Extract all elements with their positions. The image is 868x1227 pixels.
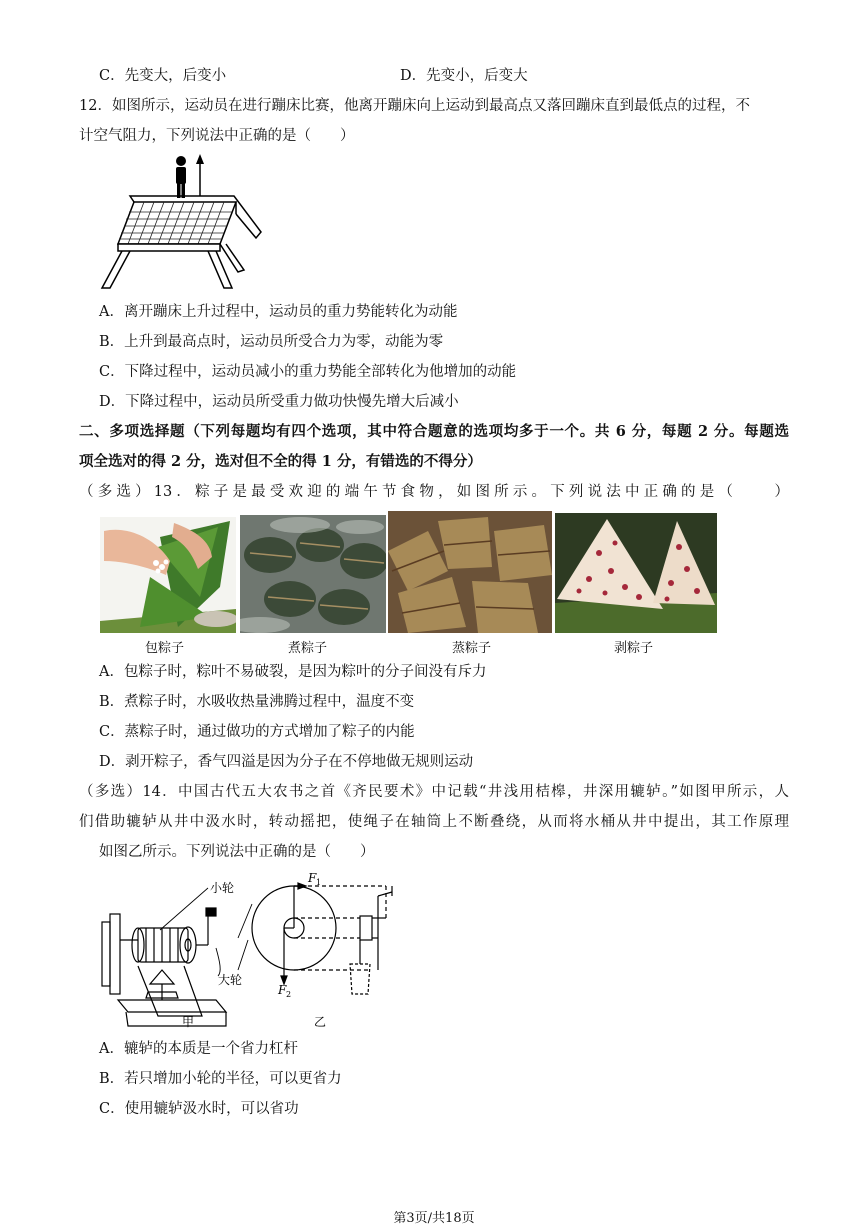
q13-option-d: D．剥开粽子，香气四溢是因为分子在不停地做无规则运动	[99, 754, 474, 770]
q14-stem-line3: 如图乙所示。下列说法中正确的是（ ）	[99, 844, 375, 860]
q12-option-c: C．下降过程中，运动员减小的重力势能全部转化为他增加的动能	[99, 364, 517, 380]
q13-stem: （多选）13．粽子是最受欢迎的端午节食物，如图所示。下列说法中正确的是（ ）	[79, 484, 789, 500]
up-arrow-icon	[196, 154, 204, 196]
trampoline-figure	[98, 152, 268, 294]
page-footer: 第3页/共18页	[393, 1211, 475, 1226]
q14-stem-line2: 们借助辘轳从井中汲水时，转动摇把，使绳子在轴筒上不断叠绕，从而将水桶从井中提出，其工作原理	[79, 814, 789, 830]
windlass-device	[102, 908, 226, 1026]
label-f2-sub: 2	[286, 990, 292, 999]
section2-header-line1: 二、多项选择题（下列每题均有四个选项，其中符合题意的选项均多于一个。共 6 分，每题 2 分。每题选	[79, 423, 789, 440]
q13-option-a: A．包粽子时，粽叶不易破裂，是因为粽叶的分子间没有斥力	[99, 664, 487, 680]
wheel-axle-diagram	[252, 886, 392, 994]
section2-header-line2: 项全选对的得 2 分，选对但不全的得 1 分，有错选的不得分）	[79, 453, 482, 470]
caption-wrapping: 包粽子	[145, 641, 185, 656]
q12-option-d: D．下降过程中，运动员所受重力做功快慢先增大后减小	[99, 394, 459, 410]
q13-option-b: B．煮粽子时，水吸收热量沸腾过程中，温度不变	[99, 694, 415, 710]
label-f1: F	[308, 871, 317, 885]
photo-boiling-zongzi	[240, 515, 386, 633]
q14-option-b: B．若只增加小轮的半径，可以更省力	[99, 1071, 342, 1087]
q12-option-b: B．上升到最高点时，运动员所受合力为零，动能为零	[99, 334, 444, 350]
caption-boiling: 煮粽子	[288, 641, 328, 656]
q12-option-a: A．离开蹦床上升过程中，运动员的重力势能转化为动能	[99, 304, 458, 320]
label-big-wheel: 大轮	[218, 973, 243, 987]
label-f1-sub: 1	[316, 878, 322, 887]
q12-stem-line2: 计空气阻力，下列说法中正确的是（ ）	[79, 128, 355, 144]
label-small-wheel: 小轮	[210, 881, 235, 895]
q11-option-c: C．先变大，后变小	[99, 68, 227, 84]
photo-steaming-zongzi	[388, 511, 552, 633]
photo-wrapping-zongzi	[100, 517, 236, 633]
caption-peeling: 剥粽子	[614, 641, 654, 656]
q13-option-c: C．蒸粽子时，通过做功的方式增加了粽子的内能	[99, 724, 415, 740]
label-f2: F	[278, 983, 287, 997]
athlete-icon	[176, 156, 186, 198]
q14-option-c: C．使用辘轳汲水时，可以省功	[99, 1101, 299, 1117]
q11-option-d: D．先变小，后变大	[400, 68, 528, 84]
label-jia: 甲	[182, 1015, 195, 1029]
q12-stem-line1: 12．如图所示，运动员在进行蹦床比赛，他离开蹦床向上运动到最高点又落回蹦床直到最低点的过程，不	[79, 98, 750, 114]
label-yi: 乙	[314, 1015, 327, 1029]
windlass-figure	[98, 866, 398, 1032]
photo-peeled-zongzi	[555, 513, 717, 633]
q14-option-a: A．辘轳的本质是一个省力杠杆	[99, 1041, 298, 1057]
q14-stem-line1: （多选）14．中国古代五大农书之首《齐民要术》中记载“井浅用桔槔，井深用辘轳。”如图甲所示，人	[79, 784, 789, 800]
caption-steaming: 蒸粽子	[452, 641, 492, 656]
